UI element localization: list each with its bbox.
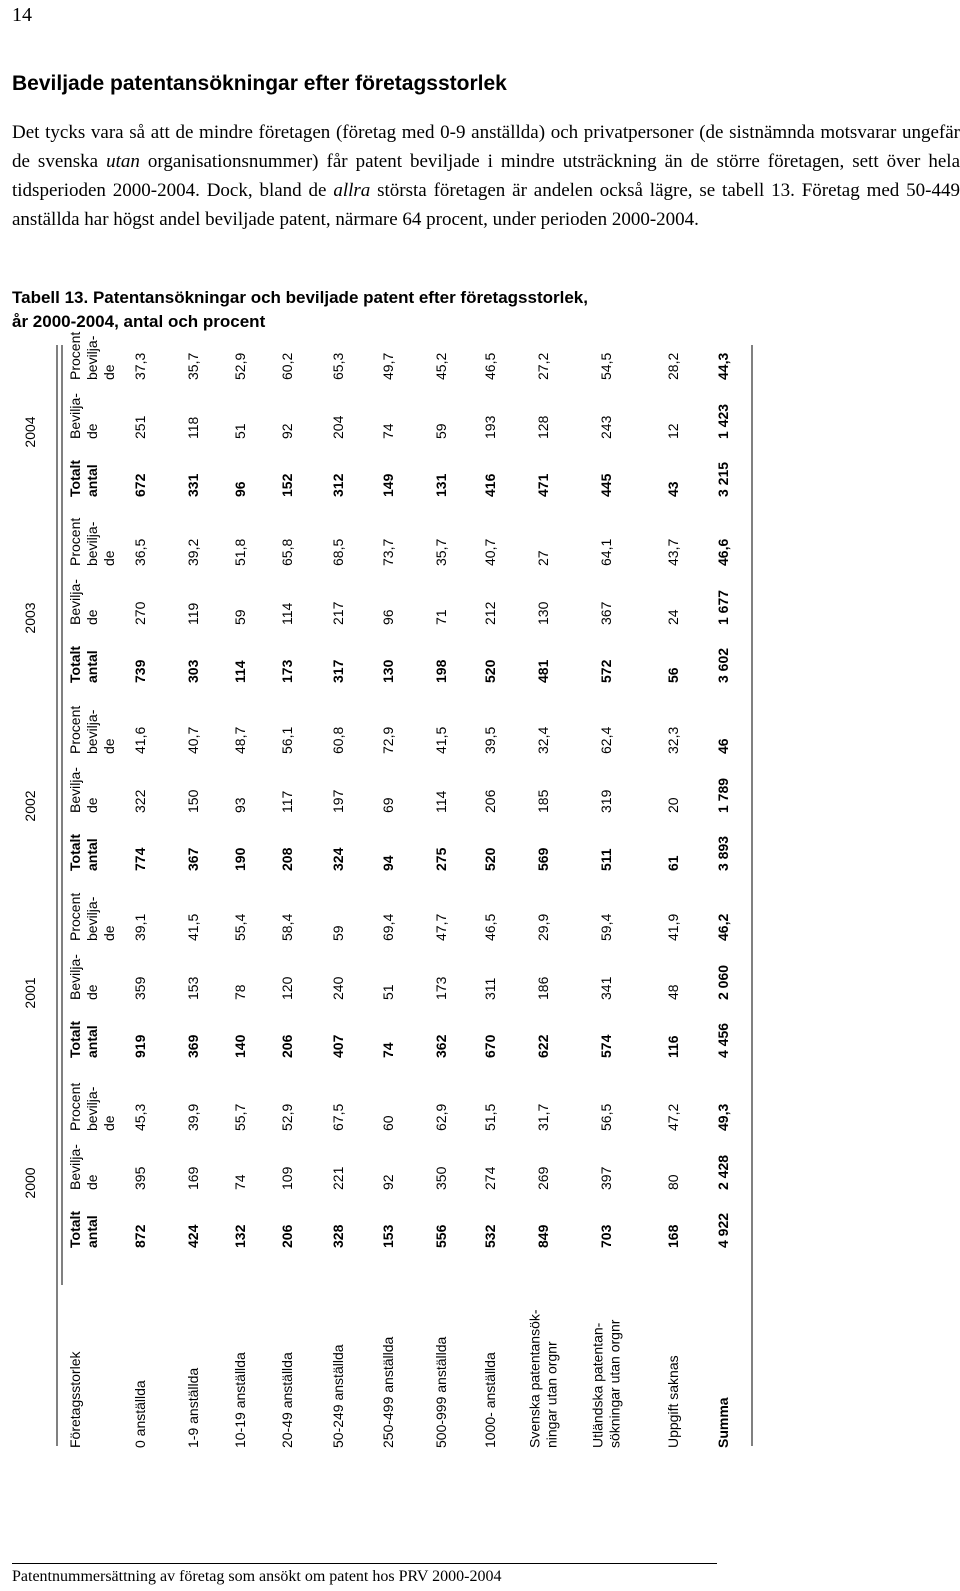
column-header: de	[101, 364, 117, 380]
paragraph-text-2: organisationsnummer) får patent beviljade i mindre utsträckning än de större företagen, sett över hela tidsperioden 2000-2004. Dock, bland de	[12, 151, 960, 201]
footer-divider	[12, 1563, 717, 1564]
table-cell: 185	[535, 789, 551, 813]
table-cell: 29,9	[535, 913, 551, 941]
table-cell: 3 893	[715, 835, 731, 871]
table-cell: 43	[665, 481, 681, 497]
year-header: 2004	[22, 416, 38, 448]
table-cell: 32,4	[535, 726, 551, 754]
paragraph-italic-1: utan	[106, 151, 140, 172]
table-cell: 39,2	[185, 538, 201, 566]
table-cell: 49,3	[715, 1103, 731, 1131]
table-cell: 319	[598, 789, 614, 813]
column-header: de	[101, 550, 117, 566]
paragraph-text-1: Det tycks vara så att de mindre företagen (företag med 0-9 anställda) och privatpersoner (de sistnämnda motsvarar ungefär de svenska	[12, 122, 960, 172]
row-label: Summa	[715, 1397, 731, 1448]
year-header: 2000	[22, 1167, 38, 1199]
table-cell: 60,2	[279, 352, 295, 380]
table-cell: 51	[232, 423, 248, 439]
table-cell: 69,4	[380, 913, 396, 941]
table-cell: 55,4	[232, 913, 248, 941]
table-cell: 206	[279, 1034, 295, 1058]
table-cell: 114	[232, 660, 248, 683]
table-cell: 872	[132, 1224, 148, 1248]
table-cell: 367	[185, 847, 201, 871]
table-cell: 116	[665, 1035, 681, 1058]
table-cell: 62,9	[433, 1103, 449, 1131]
table-cell: 169	[185, 1166, 201, 1190]
table-cell: 72,9	[380, 726, 396, 754]
table-cell: 153	[380, 1224, 396, 1248]
table-cell: 41,5	[433, 726, 449, 754]
column-header: de	[101, 738, 117, 754]
table-cell: 703	[598, 1224, 614, 1248]
table-cell: 204	[330, 415, 346, 439]
table-cell: 20	[665, 797, 681, 813]
column-header: Totalt	[67, 1020, 83, 1058]
table-cell: 47,7	[433, 913, 449, 941]
table-cell: 74	[380, 1042, 396, 1058]
table-cell: 61	[665, 855, 681, 871]
table-cell: 150	[185, 789, 201, 813]
table-cell: 94	[380, 855, 396, 871]
table-cell: 114	[279, 602, 295, 625]
table-cell: 221	[330, 1166, 346, 1190]
column-header: bevilja-	[84, 1086, 100, 1131]
table-cell: 41,5	[185, 913, 201, 941]
table-cell: 168	[665, 1224, 681, 1248]
row-label: sökningar utan orgnr	[606, 1319, 623, 1448]
table-cell: 46,6	[715, 538, 731, 566]
column-header: bevilja-	[84, 896, 100, 941]
table-cell: 190	[232, 847, 248, 871]
table-cell: 152	[279, 473, 295, 497]
column-header: bevilja-	[84, 709, 100, 754]
table-cell: 49,7	[380, 352, 396, 380]
table-cell: 54,5	[598, 352, 614, 380]
table-cell: 43,7	[665, 538, 681, 566]
table-cell: 173	[433, 976, 449, 1000]
table-cell: 312	[330, 473, 346, 497]
paragraph-text-3: största företagen är andelen också lägre, se tabell 13. Företag med 50-449 anställda har högst andel beviljade patent, närmare 64 procent, under perioden 2000-2004.	[12, 180, 960, 230]
table-cell: 317	[330, 659, 346, 683]
table-cell: 149	[380, 473, 396, 497]
column-header: antal	[84, 838, 100, 871]
table-cell: 672	[132, 473, 148, 497]
row-label: Svenska patentansök-	[526, 1309, 543, 1448]
column-header: de	[101, 925, 117, 941]
table-cell: 39,9	[185, 1103, 201, 1131]
table-cell: 569	[535, 847, 551, 871]
column-header: de	[84, 984, 100, 1000]
column-header: antal	[84, 1025, 100, 1058]
table-cell: 40,7	[482, 538, 498, 566]
table-cell: 331	[185, 473, 201, 497]
section-heading: Beviljade patentansökningar efter företagsstorlek	[12, 72, 507, 95]
table-cell: 208	[279, 847, 295, 871]
row-label: 0 anställda	[132, 1380, 148, 1448]
table-cell: 41,6	[132, 726, 148, 754]
column-header: antal	[84, 1215, 100, 1248]
row-label: Uppgift saknas	[665, 1355, 681, 1448]
table-cell: 274	[482, 1166, 498, 1190]
column-header: antal	[84, 650, 100, 683]
table-cell: 69	[380, 797, 396, 813]
column-header: bevilja-	[84, 335, 100, 380]
table-cell: 55,7	[232, 1103, 248, 1131]
table-cell: 445	[598, 473, 614, 497]
table-cell: 367	[598, 601, 614, 625]
column-header: de	[84, 423, 100, 439]
table-cell: 62,4	[598, 726, 614, 754]
table-cell: 39,5	[482, 726, 498, 754]
table-cell: 71	[433, 609, 449, 625]
page-footer: Patentnummersättning av företag som ansökt om patent hos PRV 2000-2004	[12, 1568, 502, 1585]
table-cell: 206	[482, 789, 498, 813]
table-cell: 31,7	[535, 1103, 551, 1131]
table-cell: 186	[535, 976, 551, 1000]
table-cell: 270	[132, 601, 148, 625]
table-cell: 132	[232, 1224, 248, 1248]
row-label: 250-499 anställda	[380, 1336, 396, 1448]
table-cell: 93	[232, 797, 248, 813]
year-header: 2001	[22, 977, 38, 1009]
column-header: Totalt	[67, 1210, 83, 1248]
table-cell: 80	[665, 1174, 681, 1190]
table-cell: 46	[715, 738, 731, 754]
row-header: Företagsstorlek	[67, 1351, 83, 1448]
table-cell: 269	[535, 1166, 551, 1190]
column-header: Procent	[67, 331, 83, 380]
table-cell: 36,5	[132, 538, 148, 566]
table-cell: 119	[185, 602, 201, 625]
table-cell: 27	[535, 550, 551, 566]
table-cell: 4 456	[715, 1022, 731, 1058]
table-cell: 120	[279, 976, 295, 1000]
table-cell: 350	[433, 1166, 449, 1190]
column-header: Totalt	[67, 833, 83, 871]
table-cell: 407	[330, 1034, 346, 1058]
table-cell: 44,3	[715, 352, 731, 380]
table-cell: 12	[665, 423, 681, 439]
column-header: de	[84, 609, 100, 625]
row-label: ningar utan orgnr	[543, 1341, 560, 1448]
table-cell: 324	[330, 847, 346, 871]
column-header: Bevilja-	[67, 954, 83, 1000]
table-cell: 397	[598, 1166, 614, 1190]
table-cell: 64,1	[598, 538, 614, 566]
table-cell: 275	[433, 847, 449, 871]
row-label: 500-999 anställda	[433, 1336, 449, 1448]
table-cell: 424	[185, 1224, 201, 1248]
table-cell: 74	[380, 423, 396, 439]
table-cell: 243	[598, 415, 614, 439]
table-cell: 56,5	[598, 1103, 614, 1131]
table-cell: 46,5	[482, 352, 498, 380]
table-cell: 311	[482, 977, 498, 1000]
table-cell: 153	[185, 976, 201, 1000]
table-cell: 78	[232, 984, 248, 1000]
table-cell: 59	[232, 609, 248, 625]
table-cell: 240	[330, 976, 346, 1000]
year-header: 2003	[22, 602, 38, 634]
table-cell: 130	[535, 601, 551, 625]
page-number: 14	[12, 4, 32, 26]
table-cell: 217	[330, 601, 346, 625]
table-cell: 251	[132, 415, 148, 439]
table-cell: 52,9	[232, 352, 248, 380]
table-cell: 24	[665, 609, 681, 625]
row-label: 1000- anställda	[482, 1352, 498, 1448]
table-cell: 67,5	[330, 1103, 346, 1131]
table-cell: 28,2	[665, 352, 681, 380]
table-cell: 556	[433, 1224, 449, 1248]
table-cell: 416	[482, 473, 498, 497]
column-header: Bevilja-	[67, 393, 83, 439]
table-cell: 197	[330, 789, 346, 813]
table-cell: 849	[535, 1224, 551, 1248]
table-cell: 481	[535, 659, 551, 683]
table-cell: 35,7	[185, 352, 201, 380]
table-caption-line-1: Tabell 13. Patentansökningar och beviljade patent efter företagsstorlek,	[12, 288, 588, 307]
column-header: Totalt	[67, 459, 83, 497]
table-cell: 114	[433, 790, 449, 813]
table-cell: 35,7	[433, 538, 449, 566]
table-cell: 341	[598, 976, 614, 1000]
column-header: de	[84, 1174, 100, 1190]
column-header: Procent	[67, 892, 83, 941]
year-header: 2002	[22, 790, 38, 822]
table-cell: 1 423	[715, 403, 731, 439]
table-cell: 96	[232, 481, 248, 497]
table-cell: 109	[279, 1166, 295, 1190]
row-label: 20-49 anställda	[279, 1352, 295, 1448]
column-header: antal	[84, 464, 100, 497]
table-cell: 27,2	[535, 352, 551, 380]
table-cell: 193	[482, 415, 498, 439]
table-cell: 919	[132, 1034, 148, 1058]
table-cell: 32,3	[665, 726, 681, 754]
table-cell: 511	[598, 848, 614, 871]
row-label: 10-19 anställda	[232, 1352, 248, 1448]
table-cell: 128	[535, 415, 551, 439]
table-caption-line-2: år 2000-2004, antal och procent	[12, 312, 266, 331]
table-cell: 65,3	[330, 352, 346, 380]
table-cell: 40,7	[185, 726, 201, 754]
column-header: Bevilja-	[67, 579, 83, 625]
table-cell: 670	[482, 1034, 498, 1058]
table-cell: 3 602	[715, 647, 731, 683]
table-cell: 56,1	[279, 726, 295, 754]
table-cell: 328	[330, 1224, 346, 1248]
table-cell: 3 215	[715, 461, 731, 497]
table-cell: 58,4	[279, 913, 295, 941]
table-cell: 359	[132, 976, 148, 1000]
table-cell: 572	[598, 659, 614, 683]
column-header: Totalt	[67, 645, 83, 683]
table-cell: 303	[185, 659, 201, 683]
table-cell: 96	[380, 609, 396, 625]
table-cell: 520	[482, 847, 498, 871]
column-header: Procent	[67, 705, 83, 754]
table-cell: 47,2	[665, 1103, 681, 1131]
table-cell: 74	[232, 1174, 248, 1190]
row-label: 1-9 anställda	[185, 1367, 201, 1448]
table-cell: 322	[132, 789, 148, 813]
table-cell: 59	[433, 423, 449, 439]
row-label: Utländska patentan-	[589, 1322, 606, 1448]
table-cell: 173	[279, 659, 295, 683]
table-cell: 1 789	[715, 777, 731, 813]
table-cell: 68,5	[330, 538, 346, 566]
table-cell: 92	[279, 423, 295, 439]
table-cell: 48	[665, 984, 681, 1000]
table-cell: 46,5	[482, 913, 498, 941]
table-cell: 51,5	[482, 1103, 498, 1131]
row-label: 50-249 anställda	[330, 1344, 346, 1448]
table-cell: 52,9	[279, 1103, 295, 1131]
table-cell: 395	[132, 1166, 148, 1190]
paragraph-italic-2: allra	[333, 180, 371, 201]
table-cell: 198	[433, 659, 449, 683]
table-cell: 56	[665, 667, 681, 683]
table-cell: 45,2	[433, 352, 449, 380]
table-cell: 51	[380, 984, 396, 1000]
table-cell: 4 922	[715, 1212, 731, 1248]
table-cell: 1 677	[715, 589, 731, 625]
table-cell: 2 428	[715, 1154, 731, 1190]
table-cell: 39,1	[132, 913, 148, 941]
table-cell: 59	[330, 925, 346, 941]
table-cell: 739	[132, 659, 148, 683]
table-cell: 41,9	[665, 913, 681, 941]
column-header: Procent	[67, 517, 83, 566]
table-cell: 48,7	[232, 726, 248, 754]
table-cell: 574	[598, 1034, 614, 1058]
table-cell: 65,8	[279, 538, 295, 566]
table-cell: 140	[232, 1034, 248, 1058]
table-cell: 51,8	[232, 538, 248, 566]
table-cell: 118	[185, 416, 201, 439]
column-header: Procent	[67, 1082, 83, 1131]
column-header: Bevilja-	[67, 767, 83, 813]
table-cell: 59,4	[598, 913, 614, 941]
table-cell: 520	[482, 659, 498, 683]
table-cell: 37,3	[132, 352, 148, 380]
table-cell: 206	[279, 1224, 295, 1248]
table-cell: 60	[380, 1115, 396, 1131]
table-cell: 369	[185, 1034, 201, 1058]
table-cell: 362	[433, 1034, 449, 1058]
table-cell: 92	[380, 1174, 396, 1190]
table-cell: 46,2	[715, 913, 731, 941]
table-cell: 117	[279, 790, 295, 813]
table-cell: 2 060	[715, 964, 731, 1000]
table-cell: 60,8	[330, 726, 346, 754]
table-cell: 131	[433, 473, 449, 497]
table-cell: 471	[535, 473, 551, 497]
table-cell: 45,3	[132, 1103, 148, 1131]
column-header: bevilja-	[84, 521, 100, 566]
column-header: de	[101, 1115, 117, 1131]
table-cell: 622	[535, 1034, 551, 1058]
table-cell: 532	[482, 1224, 498, 1248]
column-header: de	[84, 797, 100, 813]
column-header: Bevilja-	[67, 1144, 83, 1190]
table-cell: 774	[132, 847, 148, 871]
table-cell: 73,7	[380, 538, 396, 566]
table-cell: 212	[482, 601, 498, 625]
table-cell: 130	[380, 659, 396, 683]
